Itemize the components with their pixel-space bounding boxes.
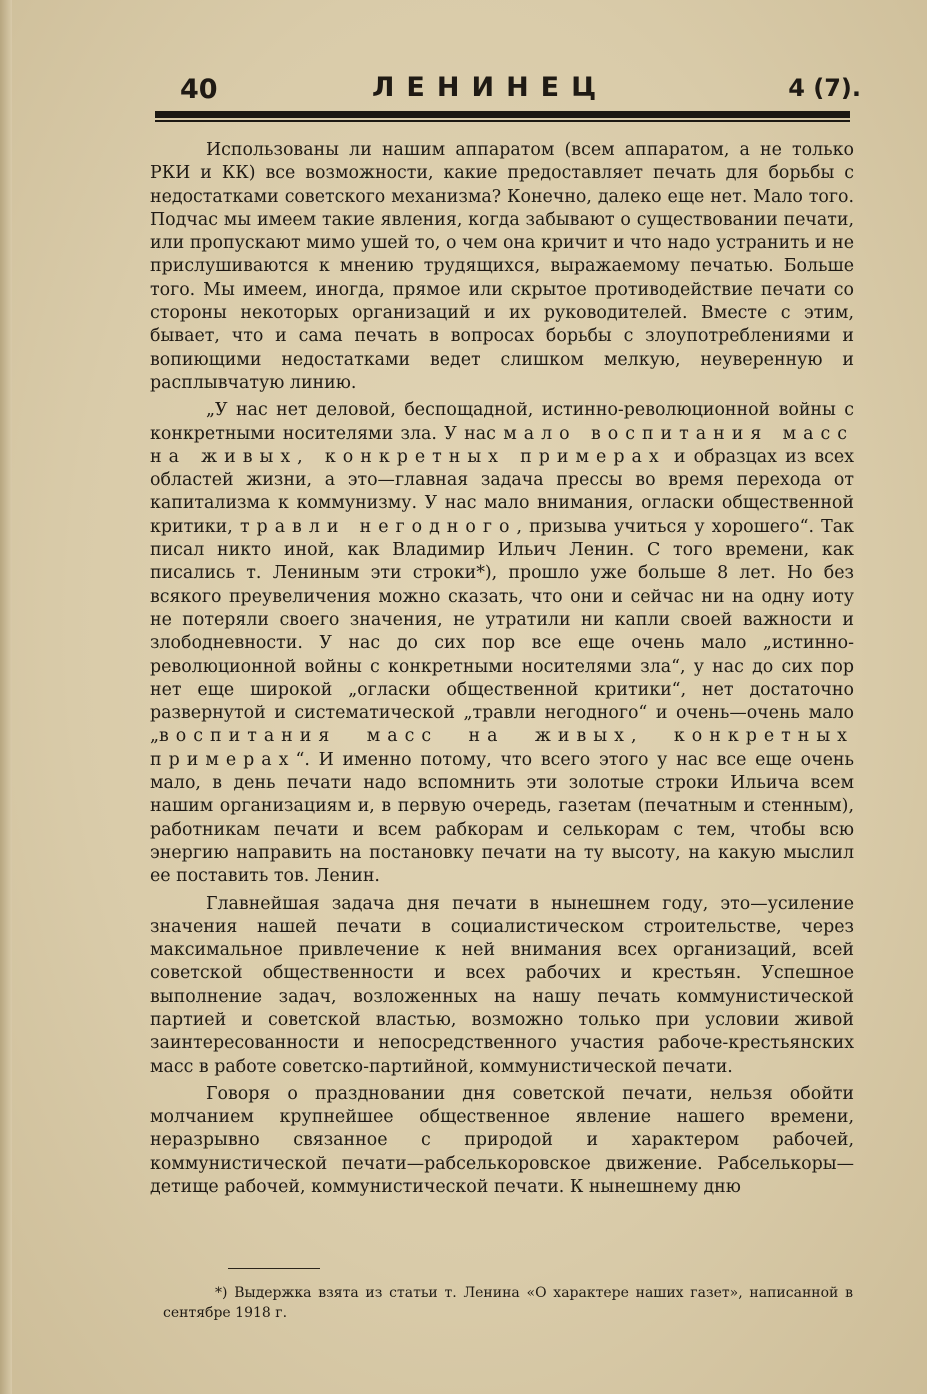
page-edge-shadow (0, 0, 12, 1394)
header-rule-thin (155, 120, 850, 122)
emphasis-span: травли негодного (239, 516, 517, 537)
footnote-divider (228, 1268, 320, 1269)
paragraph-1: Использованы ли нашим аппаратом (всем аппаратом, а не только РКИ и КК) все возможности, какие предоставляет печать для борьбы с недостатками советского механизма? Конечно, далеко еще нет. Мало того. Подчас мы имеем такие явления, когда забывают о существовании печати, или пропускают мимо ушей то, о чем она кричит и что надо устранить и не прислушиваются к мнению трудящихся, выражаемому печатью. Больше того. Мы имеем, иногда, прямое или скрытое противодействие печати со стороны некоторых организаций и их руководителей. Вместе с этим, бывает, что и сама печать в вопросах борьбы с злоупотреблениями и вопиющими недостатками ведет слишком мелкую, неуверенную и расплывчатую линию. (150, 140, 854, 393)
article-body (150, 139, 854, 1203)
header-rule-thick (155, 111, 850, 118)
footnote: *) Выдержка взята из статьи т. Ленина «О характере наших газет», написанной в сентябре 1918 г. (163, 1285, 853, 1321)
emphasis-span: мало воспитания масс на живых, конкретных примерах (150, 423, 855, 467)
issue-number: 4 (7). (788, 74, 861, 102)
paragraph-2-lenin-quote (150, 399, 854, 888)
text-span: и образцах из всех областей жизни, а это—главная задача прессы во время перехода от капитализма к коммунизму. У нас мало внимания, огласки общественной критики, (150, 446, 855, 537)
text-span: „У нас нет деловой, беспощадной, истинно-революционной войны с конкретными носителями зла. У нас (150, 400, 854, 444)
journal-title: ЛЕНИНЕЦ (372, 72, 609, 103)
paragraph-4: Говоря о праздновании дня советской печати, нельзя обойти молчанием крупнейшее общественное явление нашего времени, неразрывно связанное с природой и характером рабочей, коммунистической печати—рабселькоровское движение. Рабселькоры—детище рабочей, коммунистической печати. К нынешнему дню (150, 1083, 854, 1198)
paragraph-3: Главнейшая задача дня печати в нынешнем году, это—усиление значения нашей печати в социалистическом строительстве, через максимальное привлечение к ней внимания всех организаций, всей советской общественности и всех рабочих и крестьян. Успешное выполнение задач, возложенных на нашу печать коммунистической партией и советской властью, возможно только при условии живой заинтересованности и непосредственного участия рабоче-крестьянских масс в работе советско-партийной, коммунистической печати. (150, 893, 854, 1077)
emphasis-span: воспитания масс на живых, конкретных примерах (150, 726, 854, 770)
text-span: “. И именно потому, что всего этого у нас все еще очень мало, в день печати надо вспомнить эти золотые строки Ильича всем нашим организациям и, в первую очередь, газетам (печатным и стенным), работникам печати и всем рабкорам и селькорам с тем, чтобы всю энергию направить на постановку печати на ту высоту, на какую мыслил ее поставить тов. Ленин. (150, 749, 854, 887)
text-span: , призыва учиться у хорошего“. Так писал никто иной, как Владимир Ильич Ленин. С того времени, как писались т. Лениным эти строки*), прошло уже больше 8 лет. Но без всякого преувеличения можно сказать, что они и сейчас ни на одну иоту не потеряли своего значения, не утратили ни капли своей важности и злободневности. У нас до сих пор все еще очень мало „истинно-революционной войны с конкретными носителями зла“, у нас до сих пор нет еще широкой „огласки общественной критики“, нет достаточно развернутой и систематической „травли негодного“ и очень—очень мало „ (150, 516, 854, 747)
page-number: 40 (180, 74, 218, 105)
page-header (150, 70, 867, 110)
